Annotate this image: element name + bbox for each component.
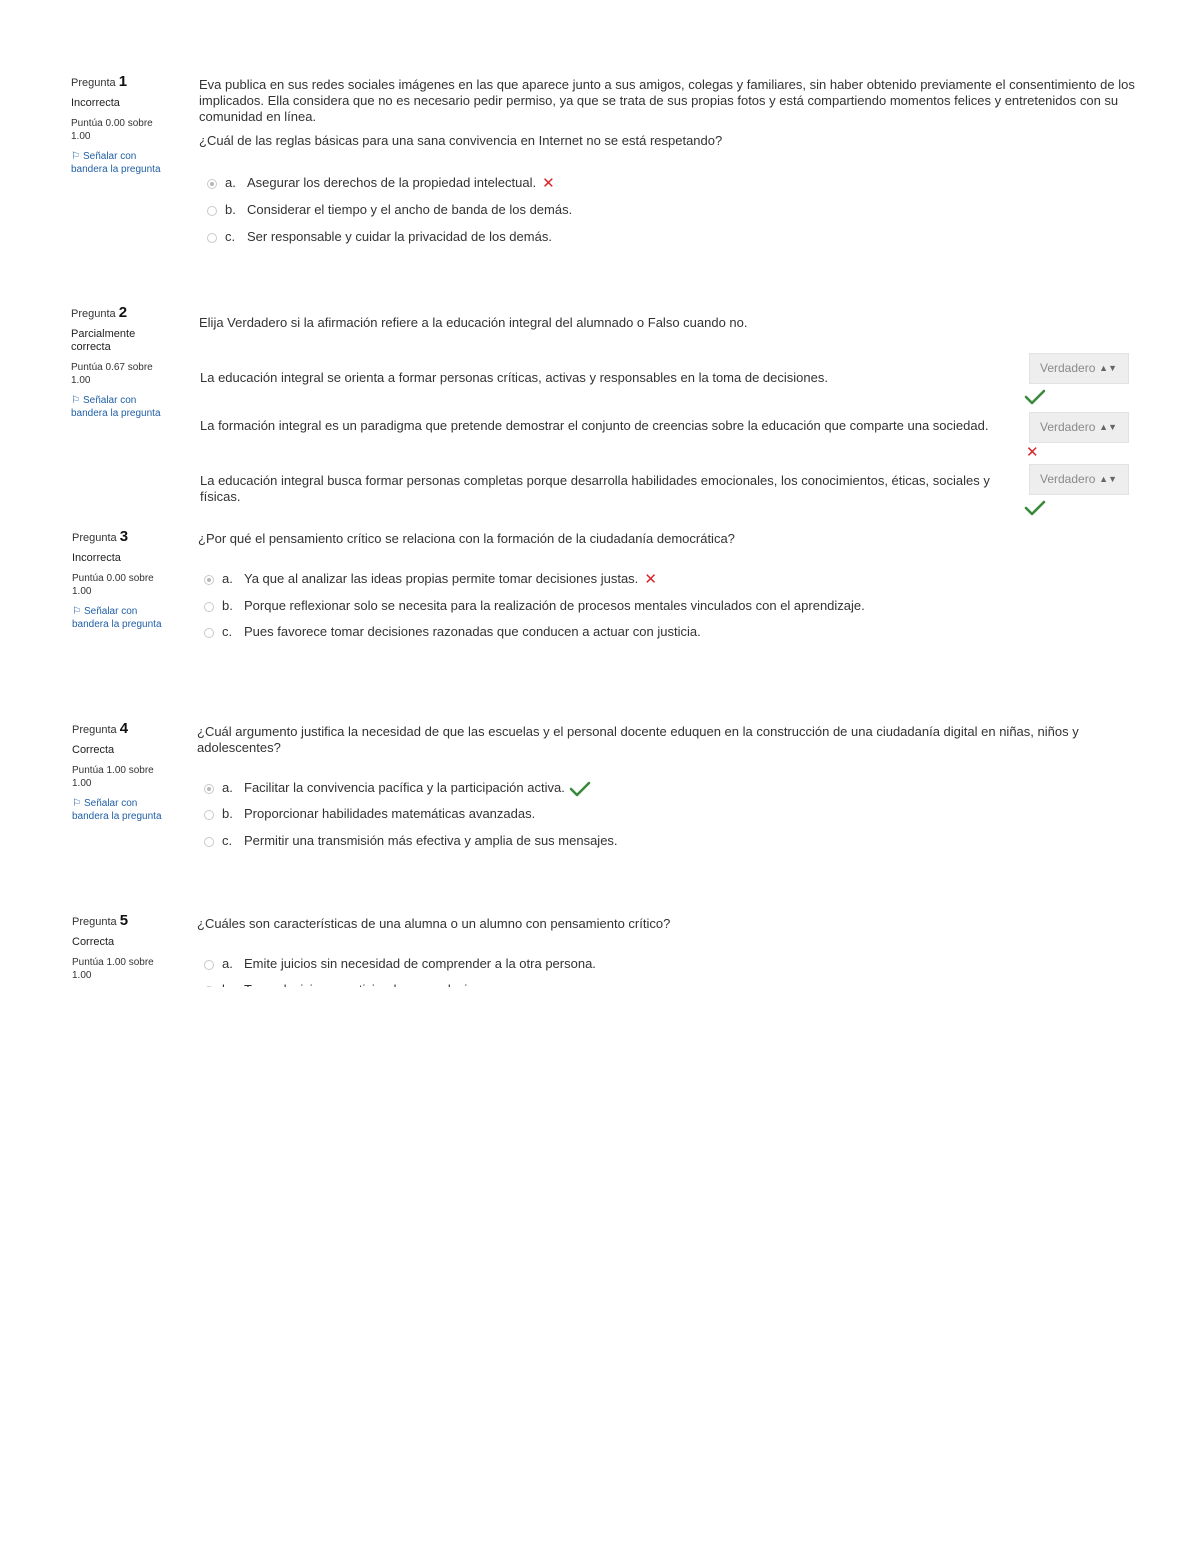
option-text: Facilitar la convivencia pacífica y la participación activa.: [244, 780, 565, 795]
radio-button[interactable]: [207, 233, 217, 243]
question-number: [72, 720, 167, 737]
radio-button[interactable]: [207, 206, 217, 216]
question-number-value: 1: [118, 73, 128, 90]
option-text: Ser responsable y cuidar la privacidad de los demás.: [247, 229, 552, 244]
answer-option-b[interactable]: [207, 202, 572, 218]
question-label: Pregunta: [72, 532, 117, 544]
flag-label: Señalar con bandera la pregunta: [72, 798, 162, 822]
question-prompt: ¿Cuál de las reglas básicas para una sana convivencia en Internet no se está respetando?: [199, 133, 723, 148]
sort-arrows-icon: ▲▼: [1099, 422, 1117, 432]
select-value: Verdadero: [1040, 472, 1096, 486]
question-grade: Puntúa 0.00 sobre 1.00: [72, 573, 154, 597]
question-grade: Puntúa 1.00 sobre 1.00: [72, 957, 154, 981]
question-number: [71, 73, 166, 90]
radio-button[interactable]: [204, 784, 214, 794]
question-number: [71, 304, 166, 321]
question-number-value: 5: [119, 912, 129, 929]
radio-button[interactable]: [204, 837, 214, 847]
question-label: Pregunta: [71, 77, 116, 89]
option-text: Emite juicios sin necesidad de comprender a la otra persona.: [244, 956, 596, 971]
statement-2: La formación integral es un paradigma que pretende demostrar el conjunto de creencias sobre la educación que comparte una sociedad.: [200, 418, 989, 433]
radio-button[interactable]: [204, 960, 214, 970]
check-icon: [1024, 500, 1046, 521]
flag-icon: ⚐: [71, 151, 80, 162]
check-icon: [1024, 389, 1046, 410]
flag-question-link[interactable]: [72, 797, 167, 823]
answer-select-3[interactable]: [1029, 464, 1129, 495]
answer-option-c[interactable]: [204, 624, 701, 640]
answer-option-c[interactable]: [204, 833, 618, 849]
question-grade: Puntúa 1.00 sobre 1.00: [72, 765, 154, 789]
flag-icon: ⚐: [72, 606, 81, 617]
cross-icon: ✕: [1026, 444, 1039, 461]
question-text: Elija Verdadero si la afirmación refiere a la educación integral del alumnado o Falso cuando no.: [199, 315, 748, 330]
option-text: Pues favorece tomar decisiones razonadas que conducen a actuar con justicia.: [244, 624, 701, 639]
question-info: [71, 73, 166, 176]
statement-3: La educación integral busca formar personas completas porque desarrolla habilidades emocionales, los conocimientos, éticas, sociales y físicas.: [200, 473, 990, 504]
check-icon: [569, 781, 591, 801]
question-text: Eva publica en sus redes sociales imágenes en las que aparece junto a sus amigos, colegas y familiares, sin haber obtenido previamente el consentimiento de los implicados. Ella considera que no es necesario pedir permiso, ya que se trata de sus propias fotos y está compartiendo momentos felices y entretenidos con su comunidad en línea.: [199, 77, 1135, 124]
question-info: [72, 528, 167, 631]
cross-icon: ✕: [542, 175, 555, 192]
option-text: Considerar el tiempo y el ancho de banda de los demás.: [247, 202, 573, 217]
question-number: [72, 912, 167, 929]
option-letter: a.: [222, 956, 233, 971]
answer-option-b[interactable]: [204, 598, 865, 614]
question-info: [72, 912, 167, 982]
answer-option-b[interactable]: [204, 806, 535, 822]
question-grade: Puntúa 0.00 sobre 1.00: [71, 118, 153, 142]
question-text: ¿Por qué el pensamiento crítico se relaciona con la formación de la ciudadanía democrática?: [198, 531, 735, 546]
radio-button[interactable]: [207, 179, 217, 189]
option-text: Ya que al analizar las ideas propias permite tomar decisiones justas.: [244, 571, 639, 586]
question-info: [72, 720, 167, 823]
option-letter: a.: [225, 175, 236, 190]
select-value: Verdadero: [1040, 420, 1096, 434]
question-text: ¿Cuáles son características de una alumna o un alumno con pensamiento crítico?: [197, 916, 671, 931]
answer-option-a[interactable]: [207, 175, 555, 192]
option-text: Porque reflexionar solo se necesita para la realización de procesos mentales vinculados con el aprendizaje.: [244, 598, 865, 613]
radio-button[interactable]: [204, 575, 214, 585]
cross-icon: ✕: [644, 571, 657, 588]
option-text: Permitir una transmisión más efectiva y amplia de sus mensajes.: [244, 833, 618, 848]
question-text: ¿Cuál argumento justifica la necesidad de que las escuelas y el personal docente eduquen en la construcción de una ciudadanía digital en niñas, niños y adolescentes?: [197, 724, 1079, 755]
select-value: Verdadero: [1040, 361, 1096, 375]
option-letter: b.: [222, 598, 233, 613]
question-state: Parcialmente correcta: [71, 328, 136, 353]
flag-icon: ⚐: [71, 395, 80, 406]
option-letter: c.: [222, 624, 233, 639]
option-letter: c.: [222, 833, 233, 848]
answer-option-a[interactable]: [204, 956, 596, 972]
answer-option-a[interactable]: [204, 780, 591, 801]
option-letter: b.: [222, 806, 233, 821]
option-letter: c.: [225, 229, 236, 244]
blank-page-area: [0, 987, 1200, 1553]
question-state: Incorrecta: [72, 552, 121, 564]
flag-label: Señalar con bandera la pregunta: [71, 151, 161, 175]
flag-question-link[interactable]: [72, 605, 167, 631]
answer-option-c[interactable]: [207, 229, 552, 245]
flag-icon: ⚐: [72, 798, 81, 809]
question-label: Pregunta: [72, 916, 117, 928]
flag-question-link[interactable]: [71, 394, 166, 420]
option-letter: b.: [225, 202, 236, 217]
flag-label: Señalar con bandera la pregunta: [72, 606, 162, 630]
question-grade: Puntúa 0.67 sobre 1.00: [71, 362, 153, 386]
option-letter: a.: [222, 780, 233, 795]
question-state: Correcta: [72, 744, 115, 756]
question-number-value: 4: [119, 720, 129, 737]
radio-button[interactable]: [204, 628, 214, 638]
question-state: Correcta: [72, 936, 115, 948]
radio-button[interactable]: [204, 810, 214, 820]
option-text: Asegurar los derechos de la propiedad intelectual.: [247, 175, 537, 190]
question-label: Pregunta: [71, 308, 116, 320]
sort-arrows-icon: ▲▼: [1099, 363, 1117, 373]
radio-button[interactable]: [204, 602, 214, 612]
statement-1: La educación integral se orienta a formar personas críticas, activas y responsables en la toma de decisiones.: [200, 370, 828, 385]
option-text: Proporcionar habilidades matemáticas avanzadas.: [244, 806, 536, 821]
sort-arrows-icon: ▲▼: [1099, 474, 1117, 484]
answer-option-a[interactable]: [204, 571, 657, 588]
option-letter: a.: [222, 571, 233, 586]
question-state: Incorrecta: [71, 97, 120, 109]
question-number-value: 2: [118, 304, 128, 321]
question-number: [72, 528, 167, 545]
answer-select-1[interactable]: [1029, 353, 1129, 384]
answer-select-2[interactable]: [1029, 412, 1129, 443]
question-info: [71, 304, 166, 420]
flag-question-link[interactable]: [71, 150, 166, 176]
question-label: Pregunta: [72, 724, 117, 736]
question-number-value: 3: [119, 528, 129, 545]
flag-label: Señalar con bandera la pregunta: [71, 395, 161, 419]
